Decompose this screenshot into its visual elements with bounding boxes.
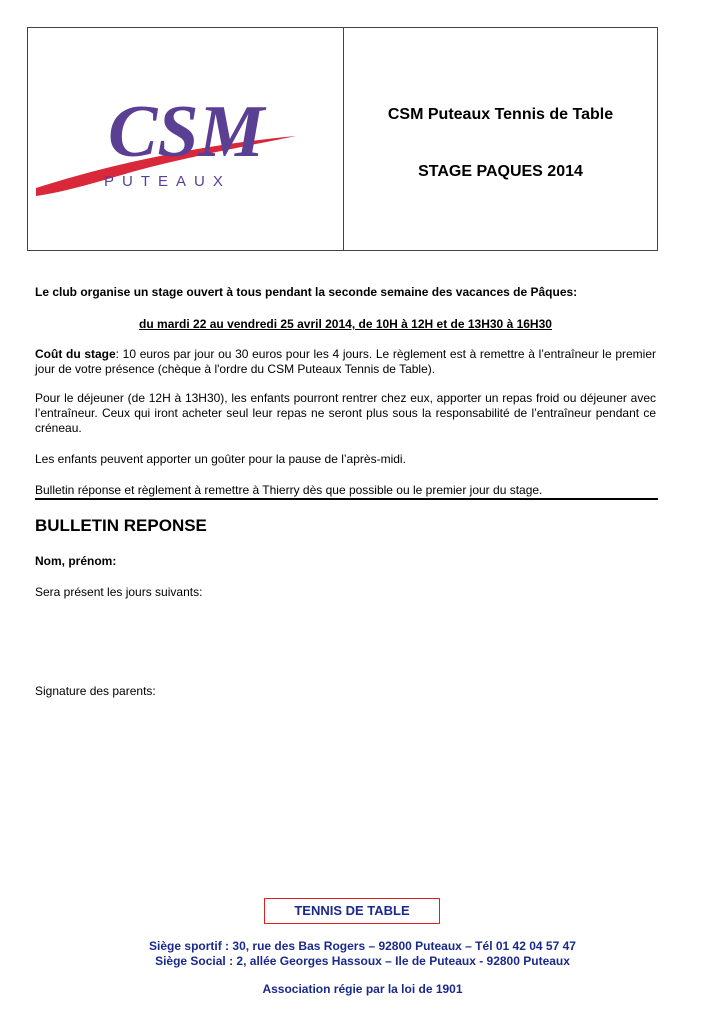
siege-sportif: Siège sportif : 30, rue des Bas Rogers – 92800 Puteaux – Tél 01 42 04 57 47	[149, 939, 576, 953]
nom-field-label: Nom, prénom:	[35, 554, 117, 568]
header-box	[27, 27, 658, 251]
cout-text: : 10 euros par jour ou 30 euros pour les 4 jours. Le règlement est à remettre à l’entraîneur le premier jour de votre présence (chèque à l'ordre du CSM Puteaux Tennis de Table).	[35, 347, 656, 376]
cout-label: Coût du stage	[35, 347, 116, 361]
bulletin-note: Bulletin réponse et règlement à remettre à Thierry dès que possible ou le premier jour du stage.	[35, 483, 543, 497]
tennis-de-table-badge: TENNIS DE TABLE	[264, 898, 440, 924]
signature-label: Signature des parents:	[35, 684, 156, 698]
siege-social: Siège Social : 2, allée Georges Hassoux – Ile de Puteaux - 92800 Puteaux	[155, 954, 570, 968]
logo-brand-text: CSM	[108, 91, 265, 173]
cout-paragraph	[35, 347, 656, 377]
stage-dates: du mardi 22 au vendredi 25 avril 2014, de 10H à 12H et de 13H30 à 16H30	[139, 317, 552, 331]
gouter-paragraph: Les enfants peuvent apporter un goûter pour la pause de l’après-midi.	[35, 452, 406, 466]
dejeuner-paragraph: Pour le déjeuner (de 12H à 13H30), les enfants pourront rentrer chez eux, apporter un repas froid ou déjeuner avec l’entraîneur. Ceux qui iront acheter seul leur repas ne seront plus sous la responsabilité de l’entraîneur pendant ce créneau.	[35, 391, 656, 435]
section-divider	[35, 498, 658, 500]
header-titles	[344, 28, 657, 250]
club-title: CSM Puteaux Tennis de Table	[387, 106, 614, 123]
association-note: Association régie par la loi de 1901	[262, 982, 463, 996]
present-days-label: Sera présent les jours suivants:	[35, 585, 203, 599]
intro-text: Le club organise un stage ouvert à tous pendant la seconde semaine des vacances de Pâques:	[35, 285, 578, 299]
logo-city-text: PUTEAUX	[104, 173, 231, 190]
bulletin-title: BULLETIN REPONSE	[35, 516, 207, 535]
stage-title: STAGE PAQUES 2014	[418, 163, 583, 180]
csm-puteaux-logo	[28, 28, 343, 250]
